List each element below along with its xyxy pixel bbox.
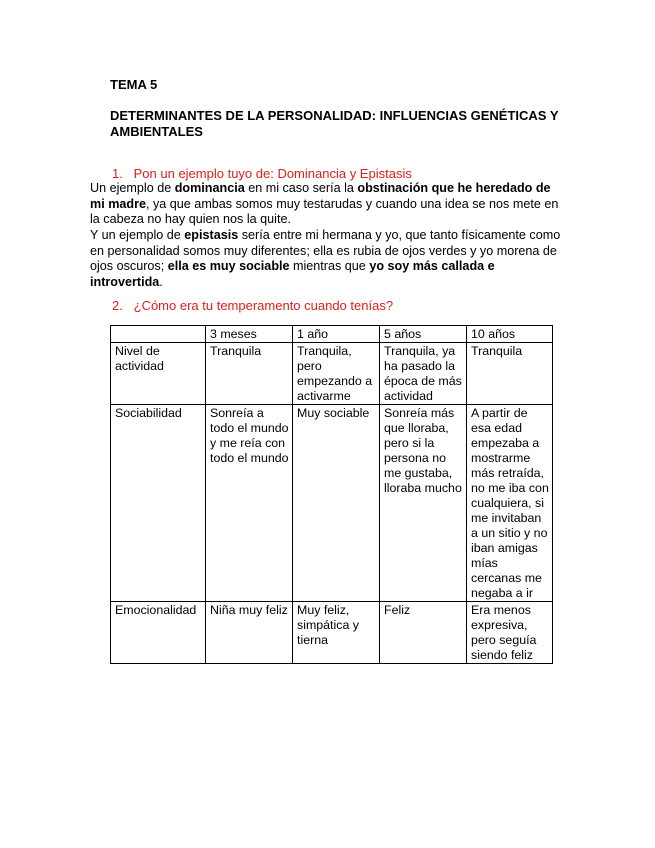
table-header-cell: 5 años [380, 326, 467, 343]
table-header-cell: 1 año [293, 326, 380, 343]
answer-paragraph-2 [90, 228, 566, 290]
p1-bold-dominancia: dominancia [174, 181, 245, 195]
table-cell: Sonreía a todo el mundo y me reía con todo el mundo [206, 405, 293, 602]
p1-text-1: Un ejemplo de [90, 181, 175, 195]
table-row-label: Nivel de actividad [111, 343, 206, 405]
table-row-label: Sociabilidad [111, 405, 206, 602]
table-row [111, 343, 553, 405]
answer-paragraph-1 [90, 181, 566, 228]
page-title: DETERMINANTES DE LA PERSONALIDAD: INFLUENCIAS GENÉTICAS Y AMBIENTALES [110, 108, 559, 139]
p1-bold-obstinacion: obstinación que he heredado de mi madre [90, 181, 551, 211]
table-cell: Muy sociable [293, 405, 380, 602]
p1-text-3: , ya que ambas somos muy testarudas y cuando una idea se nos mete en la cabeza no hay quien nos la quite. [90, 196, 559, 226]
table-cell: Muy feliz, simpática y tierna [293, 602, 380, 664]
question-1 [112, 166, 412, 181]
table-cell: A partir de esa edad empezaba a mostrarme más retraída, no me iba con cualquiera, si me invitaban a un sitio y no iban amigas mías cercanas me negaba a ir [467, 405, 553, 602]
p2-text-4: . [159, 274, 163, 289]
table-cell: Niña muy feliz [206, 602, 293, 664]
question-2-number: 2. [112, 298, 123, 313]
question-2-text: ¿Cómo era tu temperamento cuando tenías? [133, 298, 394, 313]
table-cell: Era menos expresiva, pero seguía siendo feliz [467, 602, 553, 664]
p2-bold-callada: yo soy más callada e introvertida [90, 259, 495, 289]
table-row-label: Emocionalidad [111, 602, 206, 664]
table-cell: Tranquila [206, 343, 293, 405]
table-header-cell: 3 meses [206, 326, 293, 343]
table-cell: Feliz [380, 602, 467, 664]
table-row [111, 405, 553, 602]
table-cell: Sonreía más que lloraba, pero si la persona no me gustaba, lloraba mucho [380, 405, 467, 602]
table-cell: Tranquila, pero empezando a activarme [293, 343, 380, 405]
p2-bold-sociable: ella es muy sociable [167, 259, 290, 273]
section-label: TEMA 5 [110, 77, 158, 92]
table-cell: Tranquila, ya ha pasado la época de más actividad [380, 343, 467, 405]
temperament-table [110, 325, 553, 664]
question-1-text: Pon un ejemplo tuyo de: Dominancia y Epistasis [133, 166, 412, 181]
p1-text-2: en mi caso sería la [244, 181, 358, 195]
p2-bold-epistasis: epistasis [184, 228, 239, 242]
table-row [111, 602, 553, 664]
table-header-row [111, 326, 553, 343]
p2-text-2: sería entre mi hermana y yo, que tanto físicamente como en personalidad somos muy diferentes; ella es rubia de ojos verdes y yo morena de ojos oscuros; [90, 228, 561, 273]
table-cell: Tranquila [467, 343, 553, 405]
question-1-number: 1. [112, 166, 123, 181]
p2-text-3: mientras que [289, 259, 370, 273]
table-header-cell [111, 326, 206, 343]
table-header-cell: 10 años [467, 326, 553, 343]
question-2 [112, 298, 393, 313]
p2-text-1: Y un ejemplo de [90, 228, 185, 242]
